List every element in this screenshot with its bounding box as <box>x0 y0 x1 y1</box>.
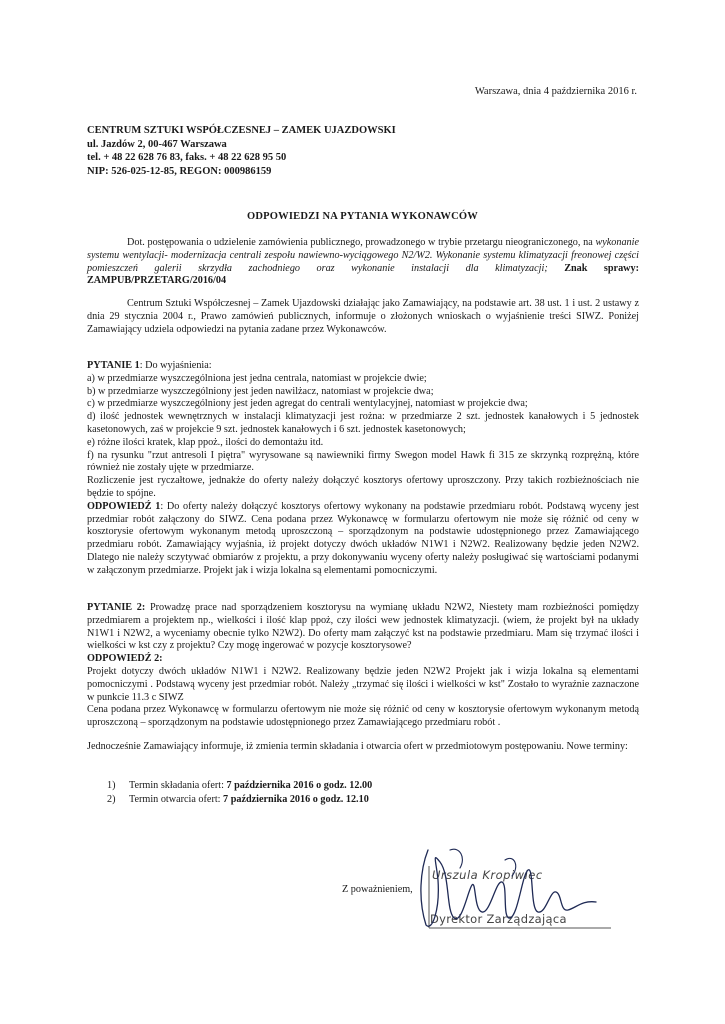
term-number: 2) <box>107 793 116 805</box>
question-1-item: d) ilość jednostek wewnętrznych w instalacji klimatyzacji jest rożna: w przedmiarze 2 szt. jednostek kanałowych i 5 jednostek kasetonowych, zaś w projekcie 9 szt. jednostek kanałowych i 6 szt. jednostek kasetonowych; <box>87 411 639 435</box>
intro-paragraph <box>87 237 639 288</box>
term-item <box>107 779 372 793</box>
closing-salutation: Z poważnieniem, <box>342 884 413 895</box>
legal-basis-text: Centrum Sztuki Współczesnej – Zamek Ujazdowski działając jako Zamawiający, na podstawie art. 38 ust. 1 i ust. 2 ustawy z dnia 29 stycznia 2004 r., Prawo zamówień publicznych, informuje o złożonych wnioskach o wyjaśnienie treści SIWZ. Poniżej Zamawiający udziela odpowiedzi na pytania zadane przez Wykonawców. <box>87 298 639 335</box>
handwritten-signature <box>410 840 610 935</box>
reference-number: ZAMPUB/PRZETARG/2016/04 <box>87 275 227 287</box>
term-label: Termin otwarcia ofert: <box>129 793 224 805</box>
organization-name: CENTRUM SZTUKI WSPÓŁCZESNEJ – ZAMEK UJAZDOWSKI <box>87 125 396 136</box>
stamp-role: Dyrektor Zarządzająca <box>430 912 567 926</box>
terms-list <box>107 779 372 806</box>
question-1-item: e) różne ilości kratek, klap ppoż., ilości do demontażu itd. <box>87 436 324 448</box>
answer-2-line: Cena podana przez Wykonawcę w formularzu ofertowym nie może się różnić od ceny w kosztorysie ofertowym wykonanym metodą uproszczoną – sporządzonym na podstawie udostępnionego przez Zamawiającego przedmiaru robót . <box>87 704 639 729</box>
answer-1-text: : Do oferty należy dołączyć kosztorys ofertowy wykonany na podstawie przedmiaru robót. Podstawą wyceny jest przedmiar robót załączony do SIWZ. Cena podana przez Wykonawcę w formularzu ofertowym nie może się różnić od ceny w kosztorysie ofertowym wykonanym metodą uproszczoną – sporządzonym na podstawie udostępnionego przez Zamawiającego przedmiaru robót. Zamawiający wyjaśnia, iż projekt dotyczy dwóch układów N1W1 i N2W2. Realizowany będzie jeden N2W2. Dlatego nie należy sczytywać obmiarów z projektu, a przy dokonywaniu wyceny oferty należy posługiwać się wartościami podanymi w załączonym przedmiarze. Projekt jak i wizja lokalna są elementami pomocniczymi. <box>87 500 640 576</box>
question-1-item: f) na rysunku "rzut antresoli I piętra" wyrysowane są nawiewniki firmy Swegon model Hawk fi 315 ze skrzynką rozprężną, które również nie zostały ujęte w przedmiarze. <box>87 449 639 474</box>
question-1-label: PYTANIE 1 <box>87 360 140 371</box>
term-value: 7 października 2016 o godz. 12.10 <box>223 793 369 805</box>
intro-subject: wykonanie systemu wentylacji- modernizacja centrali zespołu nawiewno-wyciągowego N2/W2. Wykonanie systemu klimatyzacji freonowej części pomieszczeń galerii skrzydła zachodniego oraz wykonanie instalacji dla klimatyzacji; <box>87 237 640 274</box>
question-1-item: Rozliczenie jest ryczałtowe, jednakże do oferty należy dołączyć kosztorys ofertowy uproszczony. Przy takich rozbieżnościach nie będzie to spójne. <box>87 475 639 499</box>
answer-2-label: ODPOWIEDŹ 2: <box>87 653 163 665</box>
question-2-text: Prowadzę prace nad sporządzeniem kosztorysu na wymianę układu N2W2, Niestety mam rozbieżności pomiędzy przedmiarem a projektem np., wielkości i ilość klap ppoż, czy ilości wew jednostek klimatyzacji. (wiem, że projekt był na układy N1W1 i N2W2, a wyceniamy obecnie tylko N2W2). Do oferty mam załączyć kst na podstawie przedmiaru. Mam się trzymać ilości i wielkości w kst czy z projektu? Czy mogę ingerować w pozycje kosztorysowe? <box>87 602 640 652</box>
organization-address: ul. Jazdów 2, 00-467 Warszawa <box>87 138 227 150</box>
legal-basis-paragraph <box>87 298 639 336</box>
stamp-name: Urszula Kropiwiec <box>432 868 543 882</box>
question-1-item: b) w przedmiarze wyszczególniony jest jeden nawilżacz, natomiast w projekcie dwa; <box>87 385 434 397</box>
question-1-item: c) w przedmiarze wyszczególniony jest jeden agregat do centrali wentylacyjnej, natomiast w projekcie dwa; <box>87 398 528 410</box>
organization-ids: NIP: 526-025-12-85, REGON: 000986159 <box>87 165 272 177</box>
question-1-item: a) w przedmiarze wyszczególniona jest jedna centrala, natomiast w projekcie dwie; <box>87 372 427 384</box>
organization-phone: tel. + 48 22 628 76 83, faks. + 48 22 628 95 50 <box>87 152 287 163</box>
answer-2-line: Projekt dotyczy dwóch układów N1W1 i N2W2. Realizowany będzie jeden N2W2 Projekt jak i wizja lokalna są elementami pomocniczymi . Podstawą wyceny jest przedmiar robót. Należy „trzymać się ilości i wielkości w kst" Zostało to wyraźnie zaznaczone w punkcie 11.3 c SIWZ <box>87 665 639 703</box>
document-title: ODPOWIEDZI NA PYTANIA WYKONAWCÓW <box>247 211 478 222</box>
intro-lead: Dot. postępowania o udzielenie zamówienia publicznego, prowadzonego w trybie przetargu nieograniczonego, na <box>127 237 593 248</box>
term-label: Termin składania ofert: <box>129 780 227 791</box>
question-2-section <box>87 602 639 730</box>
reference-label: Znak sprawy: <box>564 262 640 274</box>
question-2-label: PYTANIE 2: <box>87 602 146 613</box>
document-date: Warszawa, dnia 4 października 2016 r. <box>474 86 637 97</box>
answer-1-label: ODPOWIEDŹ 1 <box>87 500 161 512</box>
term-number: 1) <box>107 780 116 791</box>
organization-header <box>87 124 396 178</box>
term-item <box>107 793 372 807</box>
term-value: 7 października 2016 o godz. 12.00 <box>226 780 373 791</box>
deadline-change-paragraph: Jednocześnie Zamawiający informuje, iż zmienia termin składania i otwarcia ofert w przedmiotowym postępowaniu. Nowe terminy: <box>87 741 628 752</box>
question-1-section <box>87 360 639 578</box>
question-1-lead: : Do wyjaśnienia: <box>139 360 212 371</box>
